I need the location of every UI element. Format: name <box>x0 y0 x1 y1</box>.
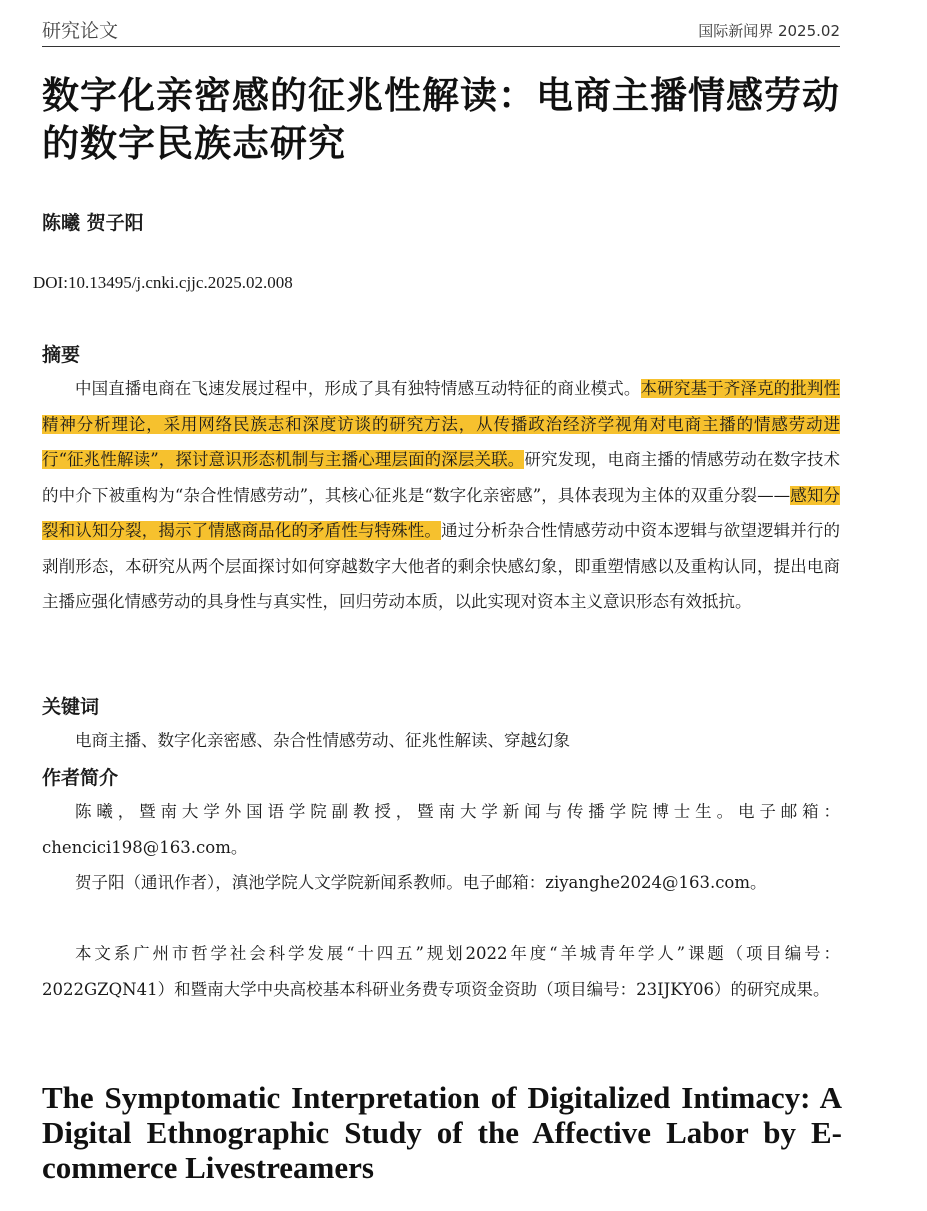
journal-issue: 国际新闻界 2025.02 <box>698 22 840 40</box>
abstract-text-part: 研究发现，电商主播的情感劳动在数字技术的中介下被重构为“杂合性情感劳动”，其核心征兆是“数字化亲密感”，具体表现为主体的双重分裂—— <box>42 450 840 505</box>
abstract-heading: 摘要 <box>42 344 81 366</box>
funding-note: 本文系广州市哲学社会科学发展“十四五”规划2022年度“羊城青年学人”课题（项目编号：2022GZQN41）和暨南大学中央高校基本科研业务费专项资金资助（项目编号：23IJKY06）的研究成果。 <box>42 944 840 999</box>
article-title: 数字化亲密感的征兆性解读：电商主播情感劳动的数字民族志研究 <box>42 74 840 165</box>
highlighted-text: 本研究基于齐泽克的批判性精神分析理论，采用网络民族志和深度访谈的研究方法，从传播政治经济学视角对电商主播的情感劳动进行“征兆性解读”，探讨意识形态机制与主播心理层面的深层关联。 <box>42 379 841 469</box>
abstract-text-part: 通过分析杂合性情感劳动中资本逻辑与欲望逻辑并行的剥削形态，本研究从两个层面探讨如何穿越数字大他者的剩余快感幻象，即重塑情感以及重构认同，提出电商主播应强化情感劳动的具身性与真实性，回归劳动本质，以此实现对资本主义意识形态有效抵抗。 <box>42 521 841 611</box>
highlighted-text: 感知分裂和认知分裂，揭示了情感商品化的矛盾性与特殊性。 <box>42 485 840 540</box>
keywords-text: 电商主播、数字化亲密感、杂合性情感劳动、征兆性解读、穿越幻象 <box>75 731 570 750</box>
abstract-text <box>42 371 840 620</box>
author-intro-chen: 陈曦，暨南大学外国语学院副教授，暨南大学新闻与传播学院博士生。电子邮箱：chencici198@163.com。 <box>42 802 840 857</box>
section-label: 研究论文 <box>42 20 119 42</box>
keywords-heading: 关键词 <box>42 696 100 718</box>
english-title: The Symptomatic Interpretation of Digitalized Intimacy: A Digital Ethnographic Study of the Affective Labor by E-commerce Livestreamers <box>42 1080 842 1185</box>
author-intro-he: 贺子阳（通讯作者），滇池学院人文学院新闻系教师。电子邮箱：ziyanghe2024@163.com。 <box>75 873 767 892</box>
author-intro-heading: 作者简介 <box>42 767 119 789</box>
running-header <box>42 14 840 47</box>
abstract-text-part: 中国直播电商在飞速发展过程中，形成了具有独特情感互动特征的商业模式。 <box>75 379 641 398</box>
authors: 陈曦 贺子阳 <box>42 212 144 234</box>
doi: DOI:10.13495/j.cnki.cjjc.2025.02.008 <box>33 273 293 292</box>
